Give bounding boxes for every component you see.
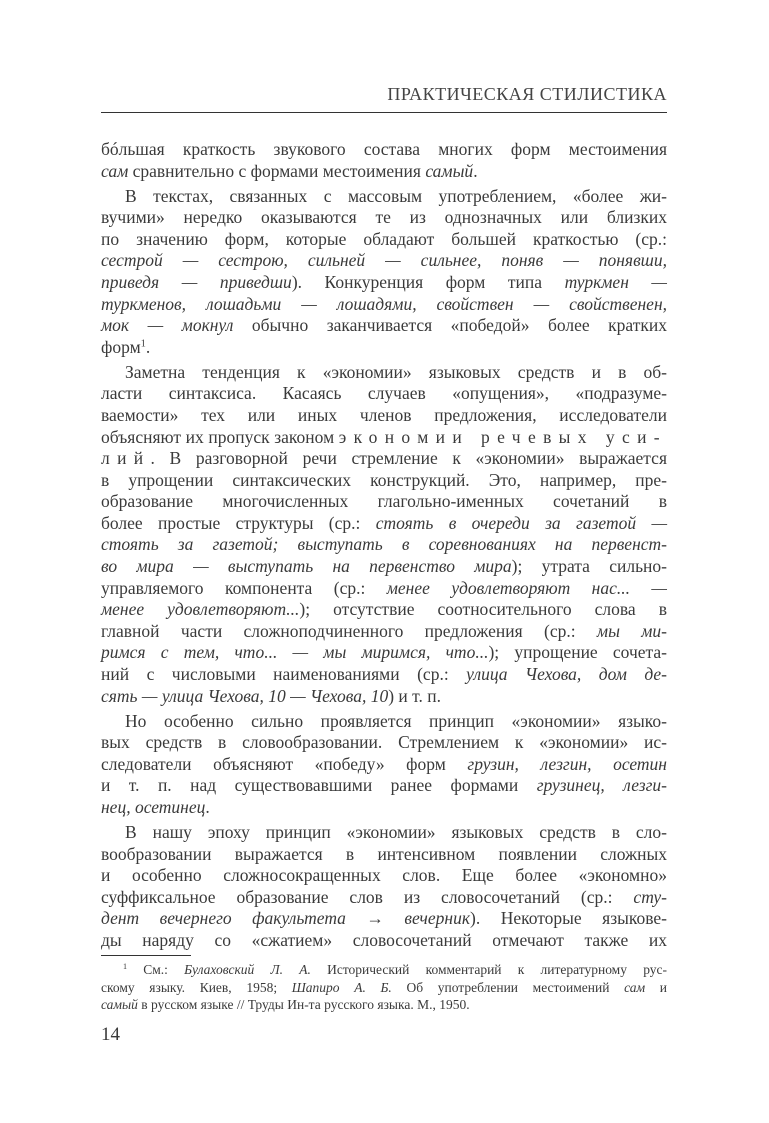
text-segment: управляемого компонента (ср.: [101,577,387,598]
text-segment: См.: [127,962,185,977]
text-segment: . В разговорной речи стремление к «экономии» выражается [150,448,667,469]
text-line [101,865,667,887]
text-segment: суффиксальное образование слов из словосочетаний (ср.: [101,886,634,907]
text-line [101,996,667,1014]
text-segment: образование многочисленных глагольно-именных сочетаний в [101,491,667,512]
italic-text: туркменов, лошадьми — лошадями, свойствен — свойственен, [101,293,667,314]
text-line [101,930,667,952]
spaced-text: лий [101,448,151,469]
text-line [101,513,667,535]
text-line [101,405,667,427]
text-line [101,362,667,384]
text-segment: в русском языке // Труды Ин-та русского языка. М., 1950. [137,997,470,1012]
text-segment: . [205,796,210,817]
text-line [101,161,667,183]
italic-text: нец, осетинец [101,796,206,817]
text-segment: ваемости» тех или иных членов предложения, исследователи [101,404,667,425]
text-line [101,961,667,979]
text-line [101,186,667,208]
text-segment: следователи объясняют «победу» форм [101,753,468,774]
text-segment: главной части сложноподчиненного предложения (ср.: [101,620,597,641]
text-segment: форм [101,336,141,357]
footnote-marker: 1 [140,338,146,350]
text-segment: ) и т. п. [388,685,441,706]
text-segment: ний с числовыми наименованиями (ср.: [101,664,467,685]
text-line [101,908,667,930]
text-line [101,534,667,556]
text-line [101,621,667,643]
text-segment: . [473,160,478,181]
text-segment: и [645,979,667,995]
text-segment: обычно заканчивается «победой» более кратких [233,315,667,336]
text-segment: ды наряду со «сжатием» словосочетаний отмечают также их [101,929,667,950]
text-line [101,139,667,161]
italic-text: улица Чехова, дом де- [466,664,668,685]
italic-text: римся с тем, что... — мы миримся, что... [101,642,489,663]
italic-text: грузин, лезгин, осетин [467,753,667,774]
text-line [101,491,667,513]
text-segment: Но особенно сильно проявляется принцип «экономии» языко- [125,710,667,731]
italic-text: сять — улица Чехова, 10 — Чехова, 10 [101,685,389,706]
text-line [101,229,667,251]
text-line [101,642,667,664]
text-segment: скому языку. Киев, 1958; [101,979,292,995]
text-line [101,207,667,229]
italic-text: самый [425,160,474,181]
italic-text: туркмен — [564,271,667,292]
page-number: 14 [101,1024,120,1045]
text-segment: ). Конкуренция форм типа [291,271,565,292]
text-segment: и особенно сложносокращенных слов. Еще более «экономно» [101,865,667,886]
italic-text: Шапиро А. Б. [291,979,392,995]
text-segment: В нашу эпоху принцип «экономии» языковых средств в сло- [125,821,667,842]
text-line [101,427,667,449]
text-line [101,294,667,316]
text-segment: вучими» нередко оказываются те из однозначных или близких [101,207,667,228]
text-line [101,383,667,405]
text-segment: ); утрата сильно- [511,556,667,577]
text-segment: вообразовании выражается в интенсивном появлении сложных [101,843,667,864]
running-header [101,84,667,113]
text-line [101,732,667,754]
footnote-marker: 1 [123,962,128,972]
text-line [101,754,667,776]
text-line [101,448,667,470]
text-segment: по значению форм, которые обладают большей краткостью (ср.: [101,228,667,249]
italic-text: стоять за газетой; выступать в соревнованиях на первенст- [101,534,667,555]
text-segment: объясняют их пропуск законом [101,426,339,447]
text-line [101,887,667,909]
text-segment: В текстах, связанных с массовым употреблением, «более жи- [125,185,667,206]
text-line [101,979,667,997]
text-segment: сравнительно с формами местоимения [128,160,426,181]
italic-text: стоять в очереди за газетой — [375,512,668,533]
paragraph [101,711,667,819]
text-segment: бóльшая краткость звукового состава многих форм местоимения [101,139,667,159]
text-segment: в упрощении синтаксических конструкций. Это, например, пре- [101,469,667,490]
body-text [101,139,667,955]
text-line [101,272,667,294]
italic-text: менее удовлетворяют нас... — [386,577,667,598]
italic-text: мок — мокнул [101,315,234,336]
italic-text: сту- [633,886,667,907]
text-line [101,686,667,708]
text-line [101,599,667,621]
text-segment: Исторический комментарий к литературному рус- [310,962,668,977]
italic-text: грузинец, лезги- [536,775,667,796]
text-line [101,470,667,492]
text-segment: . [145,336,151,357]
italic-text: мы ми- [596,620,667,641]
text-segment: ). Некоторые языкове- [470,908,667,929]
italic-text: самый [101,997,138,1012]
paragraph [101,139,667,182]
text-segment: Заметна тенденция к «экономии» языковых средств и в об- [125,361,667,382]
running-header-title: ПРАКТИЧЕСКАЯ СТИЛИСТИКА [387,84,667,104]
paragraph [101,362,667,708]
paragraph [101,186,667,359]
text-line [101,250,667,272]
italic-text: во мира — выступать на первенство мира [101,556,512,577]
text-line [101,664,667,686]
footnote-divider [101,955,191,956]
text-line [101,711,667,733]
text-segment: более простые структуры (ср.: [101,512,376,533]
text-segment: вых средств в словообразовании. Стремлением к «экономии» ис- [101,732,667,753]
text-line [101,556,667,578]
text-line [101,775,667,797]
italic-text: менее удовлетворяют... [101,599,300,620]
text-segment: Об употреблении местоимений [391,979,625,995]
text-segment: ); упрощение сочета- [488,642,667,663]
text-line [101,797,667,819]
text-line [101,844,667,866]
paragraph [101,822,667,952]
italic-text: дент вечернего факультета → вечерник [101,908,471,929]
text-line [101,337,667,359]
italic-text: Булаховский Л. А. [184,962,311,977]
italic-text: сам [101,160,129,181]
spaced-text: экономии речевых уси- [338,426,667,447]
italic-text: приведя — приведши [101,271,292,292]
text-line [101,822,667,844]
text-line [101,315,667,337]
text-segment: ); отсутствие соотносительного слова в [299,599,667,620]
text-segment: и т. п. над существовавшими ранее формами [101,775,537,796]
text-segment: ласти синтаксиса. Касаясь случаев «опущения», «подразуме- [101,383,667,404]
italic-text: сестрой — сестрою, сильней — сильнее, поняв — понявши, [101,250,667,271]
text-line [101,578,667,600]
italic-text: сам [624,979,646,995]
footnote [101,961,667,1014]
